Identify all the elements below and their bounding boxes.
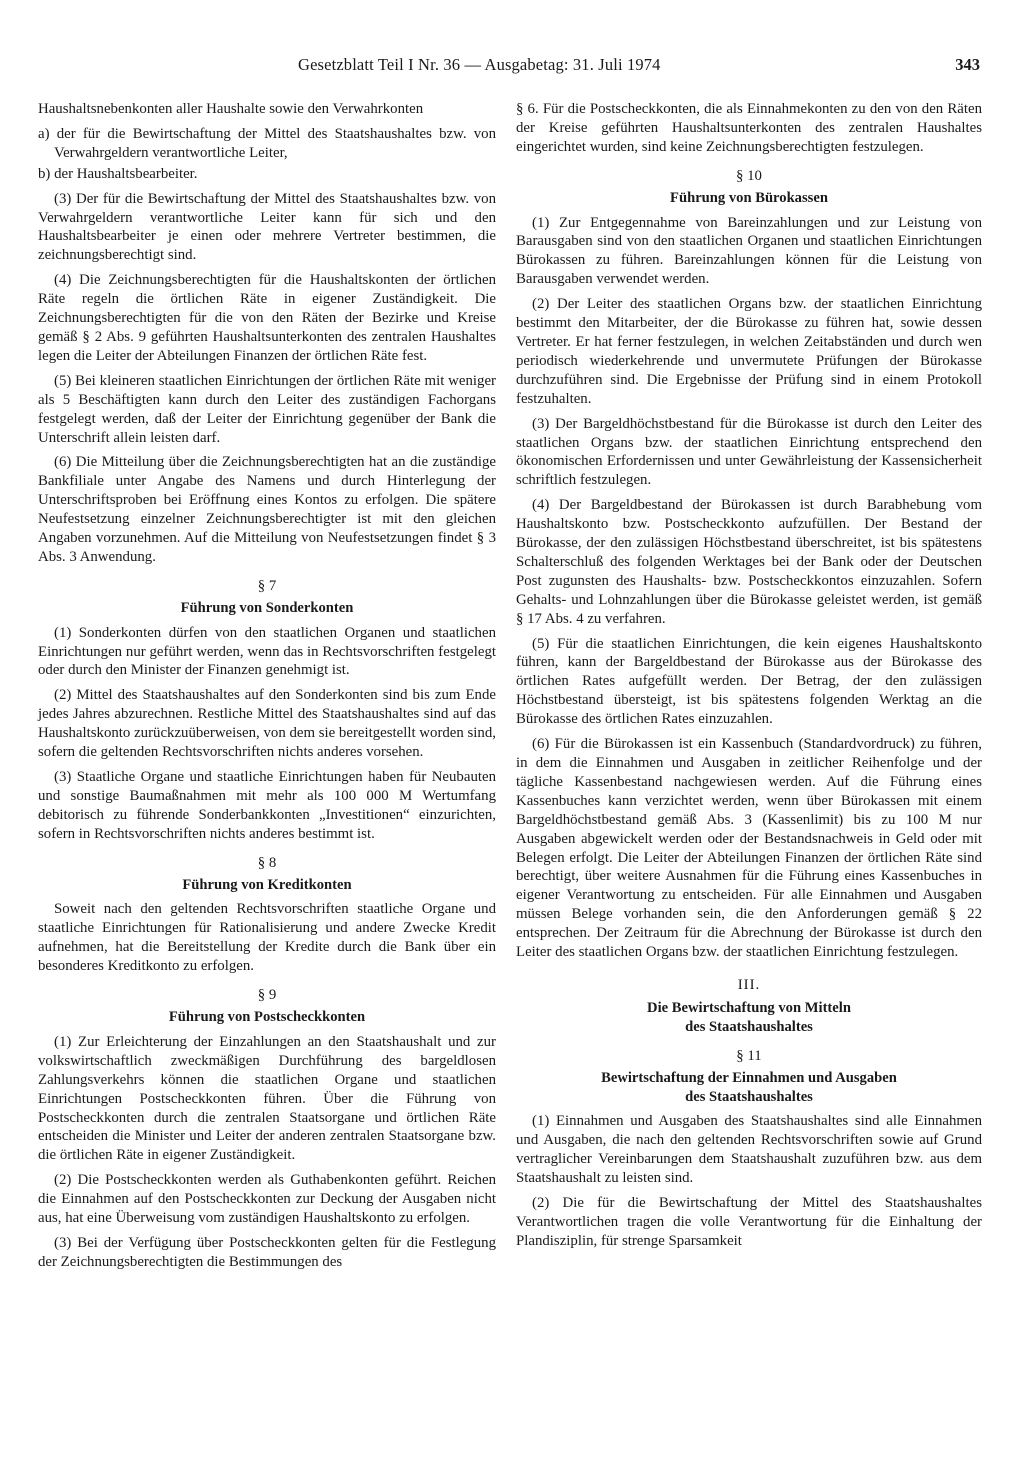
section-title-9: Führung von Postscheckkonten: [168, 1008, 366, 1025]
paragraph: (6) Für die Bürokassen ist ein Kassenbuch (Standardvordruck) zu führen, in dem die Einnahmen und Ausgaben in zeitlicher Reihenfolge und der tägliche Kassenbestand nachgewiesen werden. Auf die Führung eines Kassenbuches kann verzichtet werden, wenn über Bürokassen mit einem Bargeldhöchstbestand gemäß Abs. 3 (Kassenlimit) bis zu 100 M nur Ausgaben abgewickelt werden oder der Bestandsnachweis in Geld oder mit Belegen erfolgt. Die Leiter der Abteilungen Finanzen der örtlichen Räte sind berechtigt, über weitere Ausnahmen für die Führung eines Kassenbuches in eigener Verantwortung zu entscheiden. Für alle Einnahmen und Ausgaben müssen Belege vorhanden sein, die den Anforderungen gemäß § 22 entsprechen. Der Zeitraum für die Abrechnung der Bürokasse ist durch den Leiter des staatlichen Organs bzw. der staatlichen Einrichtung festzulegen.: [516, 736, 982, 961]
header-title: Gesetzblatt Teil I Nr. 36 — Ausgabetag: 31. Juli 1974: [298, 55, 661, 74]
part-number: III.: [737, 976, 761, 993]
section-title-11-line-2: des Staatshaushaltes: [685, 1088, 813, 1105]
left-column: [38, 100, 496, 1278]
paragraph: (2) Mittel des Staatshaushaltes auf den Sonderkonten sind bis zum Ende jedes Jahres abzurechnen. Restliche Mittel des Staatshaushaltes sind auf das Haushaltskonto zurückzuüberweisen, von dem sie bereitgestellt worden sind, sofern die geltenden Rechtsvorschriften nichts anderes vorsehen.: [38, 687, 496, 761]
paragraph: Soweit nach den geltenden Rechtsvorschriften staatliche Organe und staatliche Einrichtungen für Rationalisierung und andere Zwecke Kredit aufnehmen, hat die Bereitstellung der Kredite durch die Bank über ein besonderes Kreditkonto zu erfolgen.: [38, 901, 496, 975]
paragraph: (3) Der Bargeldhöchstbestand für die Bürokasse ist durch den Leiter des staatlichen Organs bzw. der staatlichen Einrichtung entsprechend den ökonomischen Erfordernissen und unter Gewährleistung der Kassensicherheit schriftlich festzulegen.: [516, 415, 982, 489]
section-title-11-line-1: Bewirtschaftung der Einnahmen und Ausgaben: [601, 1069, 897, 1086]
paragraph: (5) Für die staatlichen Einrichtungen, die kein eigenes Haushaltskonto führen, kann der Bargeldbestand der Bürokasse aus der Bürokasse des örtlichen Rates aufgefüllt werden. Der Betrag, der den zulässigen Höchstbestand übersteigt, ist bis spätestens folgenden Werktag an die Bürokasse des örtlichen Rates einzuzahlen.: [516, 635, 982, 728]
section-number-7: § 7: [257, 577, 277, 594]
paragraph: § 6. Für die Postscheckkonten, die als Einnahmekonten zu den von den Räten der Kreise geführten Haushaltsunterkonten des zentralen Haushaltes eingerichtet wurden, sind keine Zeichnungsberechtigten festzulegen.: [516, 101, 982, 155]
paragraph: (1) Zur Erleichterung der Einzahlungen an den Staatshaushalt und zur volkswirtschaftlich zweckmäßigen Durchführung des bargeldlosen Zahlungsverkehrs können die staatlichen Organe und staatlichen Einrichtungen Postscheckkonten führen. Über die Führung von Postscheckkonten durch die zentralen Staatsorgane und örtlichen Räte entscheiden die Minister und Leiter der anderen zentralen Staatsorgane bzw. die örtlichen Räte in eigener Zuständigkeit.: [38, 1033, 496, 1164]
section-title-10: Führung von Bürokassen: [670, 189, 828, 206]
section-number-11: § 11: [736, 1047, 762, 1064]
section-title-8: Führung von Kreditkonten: [182, 876, 352, 893]
list-item: b) der Haushaltsbearbeiter.: [38, 165, 198, 182]
right-column: [516, 100, 982, 1257]
paragraph: (2) Die für die Bewirtschaftung der Mittel des Staatshaushaltes Verantwortlichen tragen die volle Verantwortung für die Einhaltung der Plandisziplin, für strenge Sparsamkeit: [516, 1195, 982, 1249]
page-header: [36, 55, 984, 81]
paragraph: (4) Der Bargeldbestand der Bürokassen ist durch Barabhebung vom Haushaltskonto bzw. Postscheckkonto aufzufüllen. Der Bestand der Bürokasse, der den zulässigen Höchstbestand überschreitet, ist bis spätestens Schalterschluß des folgenden Werktages bei der Bank oder der Deutschen Post zugunsten des Haushalts- bzw. Postscheckkontos einzuzahlen. Sofern Gehalts- und Lohnzahlungen über die Bürokasse geleistet werden, ist gemäß § 17 Abs. 4 zu verfahren.: [516, 497, 982, 627]
part-title-line-1: Die Bewirtschaftung von Mitteln: [647, 999, 851, 1016]
paragraph: (6) Die Mitteilung über die Zeichnungsberechtigten hat an die zuständige Bankfiliale unter Angabe des Namens und durch Hinterlegung der Unterschriftsproben bei Eröffnung eines Kontos zu erfolgen. Die spätere Neufestsetzung einzelner Zeichnungsberechtigter ist mit den gleichen Angaben vorzunehmen. Auf die Mitteilung von Neufestsetzungen findet § 3 Abs. 3 Anwendung.: [38, 454, 496, 565]
paragraph: (4) Die Zeichnungsberechtigten für die Haushaltskonten der örtlichen Räte regeln die örtlichen Räte in eigener Zuständigkeit. Die Zeichnungsberechtigten für die von den Räten der Bezirke und Kreise gemäß § 2 Abs. 9 geführten Haushaltsunterkonten des zentralen Haushaltes legen die Leiter der Abteilungen Finanzen der örtlichen Räte fest.: [38, 272, 496, 364]
paragraph: (3) Bei der Verfügung über Postscheckkonten gelten für die Festlegung der Zeichnungsberechtigten die Bestimmungen des: [38, 1234, 496, 1270]
paragraph: (1) Einnahmen und Ausgaben des Staatshaushaltes sind alle Einnahmen und Ausgaben, die nach den geltenden Rechtsvorschriften sowie auf Grund vertraglicher Vereinbarungen dem Staatshaushalt zuzuführen bzw. aus dem Staatshaushalt zu leisten sind.: [516, 1113, 982, 1187]
paragraph: (3) Der für die Bewirtschaftung der Mittel des Staatshaushaltes bzw. von Verwahrgeldern verantwortliche Leiter kann für sich und den Haushaltsbearbeiter je einen oder mehrere Vertreter bestimmen, die zeichnungsberechtigt sind.: [38, 190, 496, 264]
part-title-line-2: des Staatshaushaltes: [685, 1018, 813, 1035]
paragraph: (1) Sonderkonten dürfen von den staatlichen Organen und staatlichen Einrichtungen nur geführt werden, wenn das in Rechtsvorschriften festgelegt oder durch den Minister der Finanzen genehmigt ist.: [38, 624, 496, 679]
paragraph: (5) Bei kleineren staatlichen Einrichtungen der örtlichen Räte mit weniger als 5 Beschäftigten kann durch den Leiter des zuständigen Fachorgans festgelegt werden, daß der Leiter der Einrichtung gegenüber der Bank die Unterschrift allein leisten darf.: [38, 372, 496, 446]
section-title-7: Führung von Sonderkonten: [180, 599, 354, 616]
paragraph: (1) Zur Entgegennahme von Bareinzahlungen und zur Leistung von Barausgaben sind von den staatlichen Organen und staatlichen Einrichtungen Bürokassen zu führen. Bareinzahlungen können für die Leistung von Barausgaben verwendet werden.: [516, 214, 982, 288]
paragraph: Haushaltsnebenkonten aller Haushalte sowie den Verwahrkonten: [38, 101, 424, 117]
section-number-9: § 9: [257, 987, 277, 1004]
paragraph: (2) Der Leiter des staatlichen Organs bzw. der staatlichen Einrichtung bestimmt den Mitarbeiter, der die Bürokasse zu führen hat, sowie dessen Vertreter. Er hat ferner festzulegen, in welchen Zeitabständen und durch wen periodisch wiederkehrende und unvermutete Prüfungen der Bürokasse durchzuführen sind. Die Ergebnisse der Prüfung sind in einem Protokoll festzuhalten.: [516, 296, 982, 407]
paragraph: (3) Staatliche Organe und staatliche Einrichtungen haben für Neubauten und sonstige Baumaßnahmen mit mehr als 100 000 M Wertumfang debitorisch zu führende Sonderbankkonten „Investitionen“ einzurichten, sofern in Rechtsvorschriften nichts anderes bestimmt ist.: [38, 769, 496, 842]
section-number-10: § 10: [736, 167, 762, 184]
section-number-8: § 8: [257, 854, 277, 871]
page-number: 343: [955, 55, 980, 74]
list-item: a) der für die Bewirtschaftung der Mittel des Staatshaushaltes bzw. von Verwahrgeldern verantwortliche Leiter,: [38, 125, 496, 161]
paragraph: (2) Die Postscheckkonten werden als Guthabenkonten geführt. Reichen die Einnahmen auf den Postscheckkonten zur Deckung der Ausgaben nicht aus, hat eine Überweisung vom zuständigen Haushaltskonto zu erfolgen.: [38, 1172, 496, 1227]
